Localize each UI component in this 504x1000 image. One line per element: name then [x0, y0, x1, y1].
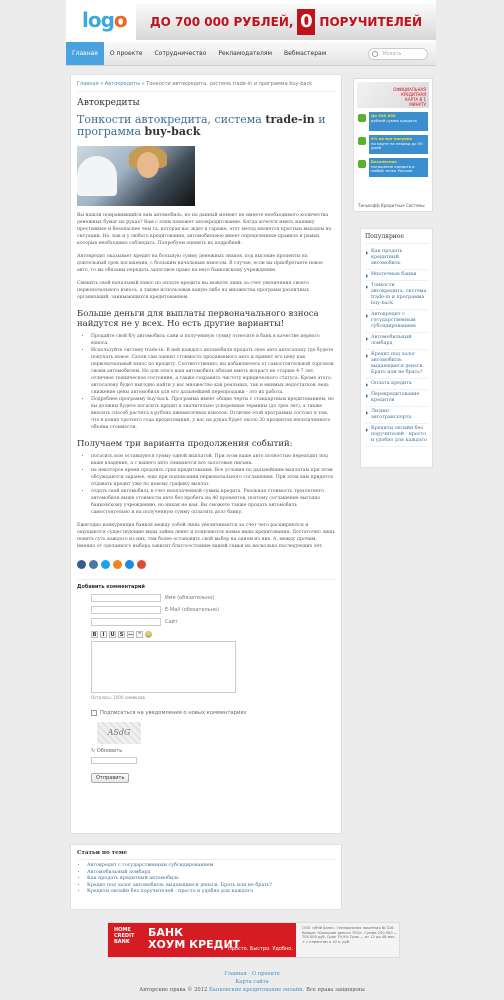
popular-item[interactable]: Оплата кредита [365, 379, 428, 390]
footer-site-link[interactable]: Банковские кредитование онлайн [208, 987, 303, 993]
popular-item[interactable]: Ипотечные банки [365, 270, 428, 281]
banner-feature: До 300 000 рублей сумма кредита [358, 112, 428, 131]
paragraph: Автокредит оказывает кредит на большую сумму денежных знаков, под высокие проценты на длительный срок погашения, с большим начальным взносом. В случае, если вы приобретаете новое авто, то вы обязаны передать залоговое право на него банковскому учреждению. [77, 254, 323, 273]
article-image [77, 146, 195, 206]
banner-text-2: ПОРУЧИТЕЛЕЙ [319, 15, 423, 29]
twitter-icon[interactable] [101, 560, 110, 569]
email-field[interactable] [91, 606, 161, 614]
paragraph: Ежегодно конкуренция банков между собой лишь увеличивается за счет чего расширяются и ощущаются существующие виды займа денег и появляются новые виды кредитования. Достаточно лишь понять суть каждого из них, тем более остановить свой выбор на одном из них. А, между прочим, именно от сделанного выбора зависит благосостояние вашей семьи на несколько последующих лет. [77, 523, 335, 549]
nav-item-cooperation[interactable]: Сотрудничество [154, 50, 207, 57]
nav-item-advertisers[interactable]: Рекламодателям [218, 50, 273, 57]
related-item[interactable]: • Как продать кредитный автомобиль [87, 876, 335, 883]
char-counter: Осталось: 1000 символов [91, 695, 145, 700]
related-item[interactable]: • Автомобильный ломбард [87, 870, 335, 877]
quote-button[interactable]: " [136, 631, 143, 638]
search-input[interactable] [368, 48, 428, 60]
top-ad-banner[interactable] [136, 4, 436, 40]
submit-button[interactable]: Отправить [91, 773, 129, 783]
popular-item[interactable]: Кредит под залог автомобиля: выдающиеся деньги. Брать или не брать? [365, 350, 428, 379]
underline-button[interactable]: U [110, 632, 115, 638]
page-title: Тонкости автокредита, система trade-in и программа buy-back [77, 113, 326, 138]
nav-item-home[interactable]: Главная [66, 42, 104, 65]
banner-feature: Бесплатное погашение кредита в любой точке России! [358, 158, 428, 177]
breadcrumb: Главная » Автокредиты » Тонкости автокредита, система trade-in и программа buy-back [77, 81, 335, 92]
social-share [77, 560, 335, 569]
bold-button[interactable]: B [92, 632, 97, 638]
list-item: • погасить всю оставшуюся сумму одной выплатой. При этом ваше авто полностью переходит под ваше владение, а с вашего авто снимаются все залоговые письма. [91, 453, 335, 467]
google-plus-icon[interactable] [137, 560, 146, 569]
footer-link-home[interactable]: Главная [224, 971, 247, 977]
list-item: • отдать свой автомобиль в счет неоплаченной суммы кредита. Реальная стоимость трехлетнего автомобиля выше стоимости авто без пробега на 40 процентов, поэтому соглашение выгодно банковскому учреждению, но никак не вам. Вы сможете также продать автомобиль самостоятельно и на полученную сумму оплатить долг банку. [91, 488, 335, 516]
strike-button[interactable]: S [119, 632, 124, 638]
dash-button[interactable]: — [128, 632, 133, 638]
site-label: Сайт [165, 619, 178, 625]
facebook-icon[interactable] [77, 560, 86, 569]
popular-list [365, 247, 428, 447]
paragraph: Сменить свой начальный взнос по оплате кредита вы можете лишь за счет увеличения своего первоначального взноса, а также использовав какую-либо из множества программ различных организаций, занимающихся кредитованием. [77, 281, 309, 300]
search-icon [372, 51, 378, 57]
paragraph: Вы нашли понравившийся вам автомобиль, но на данный момент не имеете необходимого количества денежных бумаг на руках? Вам с этим поможет автокредитование. Когда хочется иметь машину престижнее и безопаснее чем та, которая вас ждет в гараже, этот метод является простым выходом из ситуации. Но, как и у любого кредитования, автомобильное имеет определенные правила и рамки, которые необходимо соблюдать. Попробуем оценить их подробней. [77, 213, 332, 246]
popular-item[interactable]: Автокредит с государственным субсидированием [365, 310, 428, 333]
banner-text: ДО 700 000 РУБЛЕЙ, [149, 15, 294, 29]
banner-brand: Тинькофф Кредитные Системы [358, 203, 425, 208]
name-field[interactable] [91, 594, 161, 602]
popular-item[interactable]: Как продать кредитный автомобиль [365, 247, 428, 270]
sidebar-ad-banner[interactable] [353, 78, 433, 212]
copyright: Авторские права © 2012 Банковские кредитование онлайн. Все права защищены [139, 987, 365, 993]
popular-item[interactable]: Тонкости автокредита, система trade-in и программа buy-back [365, 281, 428, 310]
nav-item-webmasters[interactable]: Вебмастерам [284, 50, 327, 57]
comment-textarea[interactable] [91, 641, 236, 693]
home-credit-logo: HOME CREDIT BANK [114, 927, 135, 945]
captcha-image: ASdG [97, 722, 141, 744]
editor-toolbar [91, 631, 335, 638]
site-field[interactable] [91, 618, 161, 626]
nav-item-about[interactable]: О проекте [109, 50, 143, 57]
car-shape [77, 156, 117, 196]
home-credit-banner[interactable] [107, 922, 400, 958]
check-icon [358, 137, 366, 145]
site-footer: Главная · О проекте Карта сайта Авторские права © 2012 Банковские кредитование онлайн. Все права защищены [0, 970, 504, 994]
site-row [91, 618, 335, 626]
email-label: E-Mail (обязательно) [165, 607, 219, 613]
woman-face [137, 152, 159, 178]
captcha-refresh[interactable]: ↻ Обновить [91, 748, 123, 754]
related-item[interactable]: • Кредиты онлайн без поручителей - просто и удобно для каждого [87, 889, 335, 896]
section-heading: Больше деньги для выплаты первоначального взноса найдутся не у всех. Но есть другие варианты! [77, 309, 319, 329]
email-row [91, 606, 335, 614]
italic-button[interactable]: I [100, 631, 107, 638]
list-item: • Продайте свой б/у автомобиль сами и полученную сумму отнесите в банк в качестве первого взноса. [91, 333, 335, 347]
credit-card-image [357, 82, 429, 108]
list-item: • Подробнее программу buy-back. Программа имеет общие черты с стандартным кредитованием, но вы должны будете погасить кредит в значительно ускоренные термины (до трех лет), а также вносить способ расчета в рублях ежемесячных взносов. Отличие этой программы состоит в том, что в конце третьего года кредитования, у вас на руках будет около 30 процентов неоплаченного объема стоимости. [91, 396, 335, 431]
logo-text-accent: o [113, 8, 127, 32]
subscribe-checkbox[interactable] [91, 710, 97, 716]
section-heading: Получаем три варианта продолжения событий: [77, 439, 293, 449]
options-list [77, 333, 335, 431]
check-icon [358, 160, 366, 168]
smiley-icon[interactable]: ◡ [146, 632, 151, 638]
popular-title: Популярное [365, 233, 428, 244]
main-nav [66, 42, 436, 66]
related-title: Статьи по теме [77, 850, 335, 860]
list-item: • на некоторое время продлить срок кредитования. Все условия по дальнейшим выплатам при этом обсуждаются заранее, еще при подписании первоначального соглашения. При этом вам придется отдавать кредит уже по новому графику выплат. [91, 467, 335, 488]
mailru-icon[interactable] [125, 560, 134, 569]
logo-text: log [82, 8, 114, 32]
vkontakte-icon[interactable] [89, 560, 98, 569]
bank-slogan: Просто. Быстро. Удобно. [228, 946, 293, 952]
category-title: Автокредиты [77, 98, 140, 108]
related-item[interactable]: • Автокредит с государственным субсидированием [87, 863, 335, 870]
subscribe-label: Подписаться на уведомления о новых комментариях [100, 710, 247, 716]
list-item: • Используйте систему trade-in. В ней каждого автомобиля продать свое авто автосалону где будете покупать новое. Салон сам оценит стоимость продаваемого авто и примет его цену как первоначальный взнос по кредиту. Соответственно, вы избавляетесь от самостоятельной торговли своим автомобилем. Но для этого ваш автомобиль обязан иметь возраст не старше 4-7 лет, отличное техническое состояние, а также сохранять чистоту юридического статуса. Кроме этого, автосалону будет выгодно найти у вас множество как реальных, так и мнимых недостатков, ведь снижение цены автомобиля для его дальнейшей перепродажи - это их работа. [91, 347, 335, 396]
popular-item[interactable]: Кредиты онлайн без поручителей - просто и удобно для каждого [365, 424, 428, 447]
footer-link-about[interactable]: О проекте [251, 971, 280, 977]
site-header [66, 0, 436, 42]
popular-widget [360, 228, 433, 468]
banner-feature: 0% на все покупки по карте на период до 55 дней [358, 135, 428, 154]
popular-item[interactable]: Перекредитование кредитов [365, 390, 428, 407]
main-content [70, 74, 342, 834]
related-list [77, 863, 335, 896]
card-text: ОФИЦИАЛЬНАЯ КРЕДИТНАЯ КАРТА В 1 МИНУТУ [393, 87, 426, 107]
footer-link-sitemap[interactable]: Карта сайта [235, 979, 269, 985]
bank-legal-text: ООО «ХКФ Банк». Генеральная лицензия № 316. Кредит «Большие деньги 70%». Сумма 250 000 — 700 000 руб. Срок 79,9% Срок — от 12 до 48 мес. + с клиентом и 10 к. руб. [302, 926, 398, 944]
related-item[interactable]: • Кредит под залог автомобиля: выдающиеся деньги. Брать или не брать? [87, 883, 335, 890]
breadcrumb-section[interactable]: Автокредиты [104, 81, 141, 87]
captcha-input[interactable] [91, 757, 137, 764]
bank-name: БАНК ХОУМ КРЕДИТ [148, 926, 241, 951]
breadcrumb-home[interactable]: Главная [77, 81, 99, 87]
breadcrumb-current: Тонкости автокредита, система trade-in и программа buy-back [146, 81, 313, 87]
name-row [91, 594, 335, 602]
comment-form-heading: Добавить комментарий [77, 579, 335, 590]
site-logo[interactable] [82, 8, 127, 32]
check-icon [358, 114, 366, 122]
name-label: Имя (обязательно) [165, 595, 215, 601]
related-articles [70, 844, 342, 910]
odnoklassniki-icon[interactable] [113, 560, 122, 569]
refresh-label: Обновить [96, 748, 123, 754]
popular-item[interactable]: Лизинг автотранспорта [365, 407, 428, 424]
outcomes-list [77, 453, 335, 516]
banner-zero: 0 [297, 9, 315, 35]
search-placeholder: Искать [383, 51, 402, 57]
subscribe-row[interactable] [91, 710, 335, 716]
popular-item[interactable]: Автомобильный ломбард [365, 333, 428, 350]
